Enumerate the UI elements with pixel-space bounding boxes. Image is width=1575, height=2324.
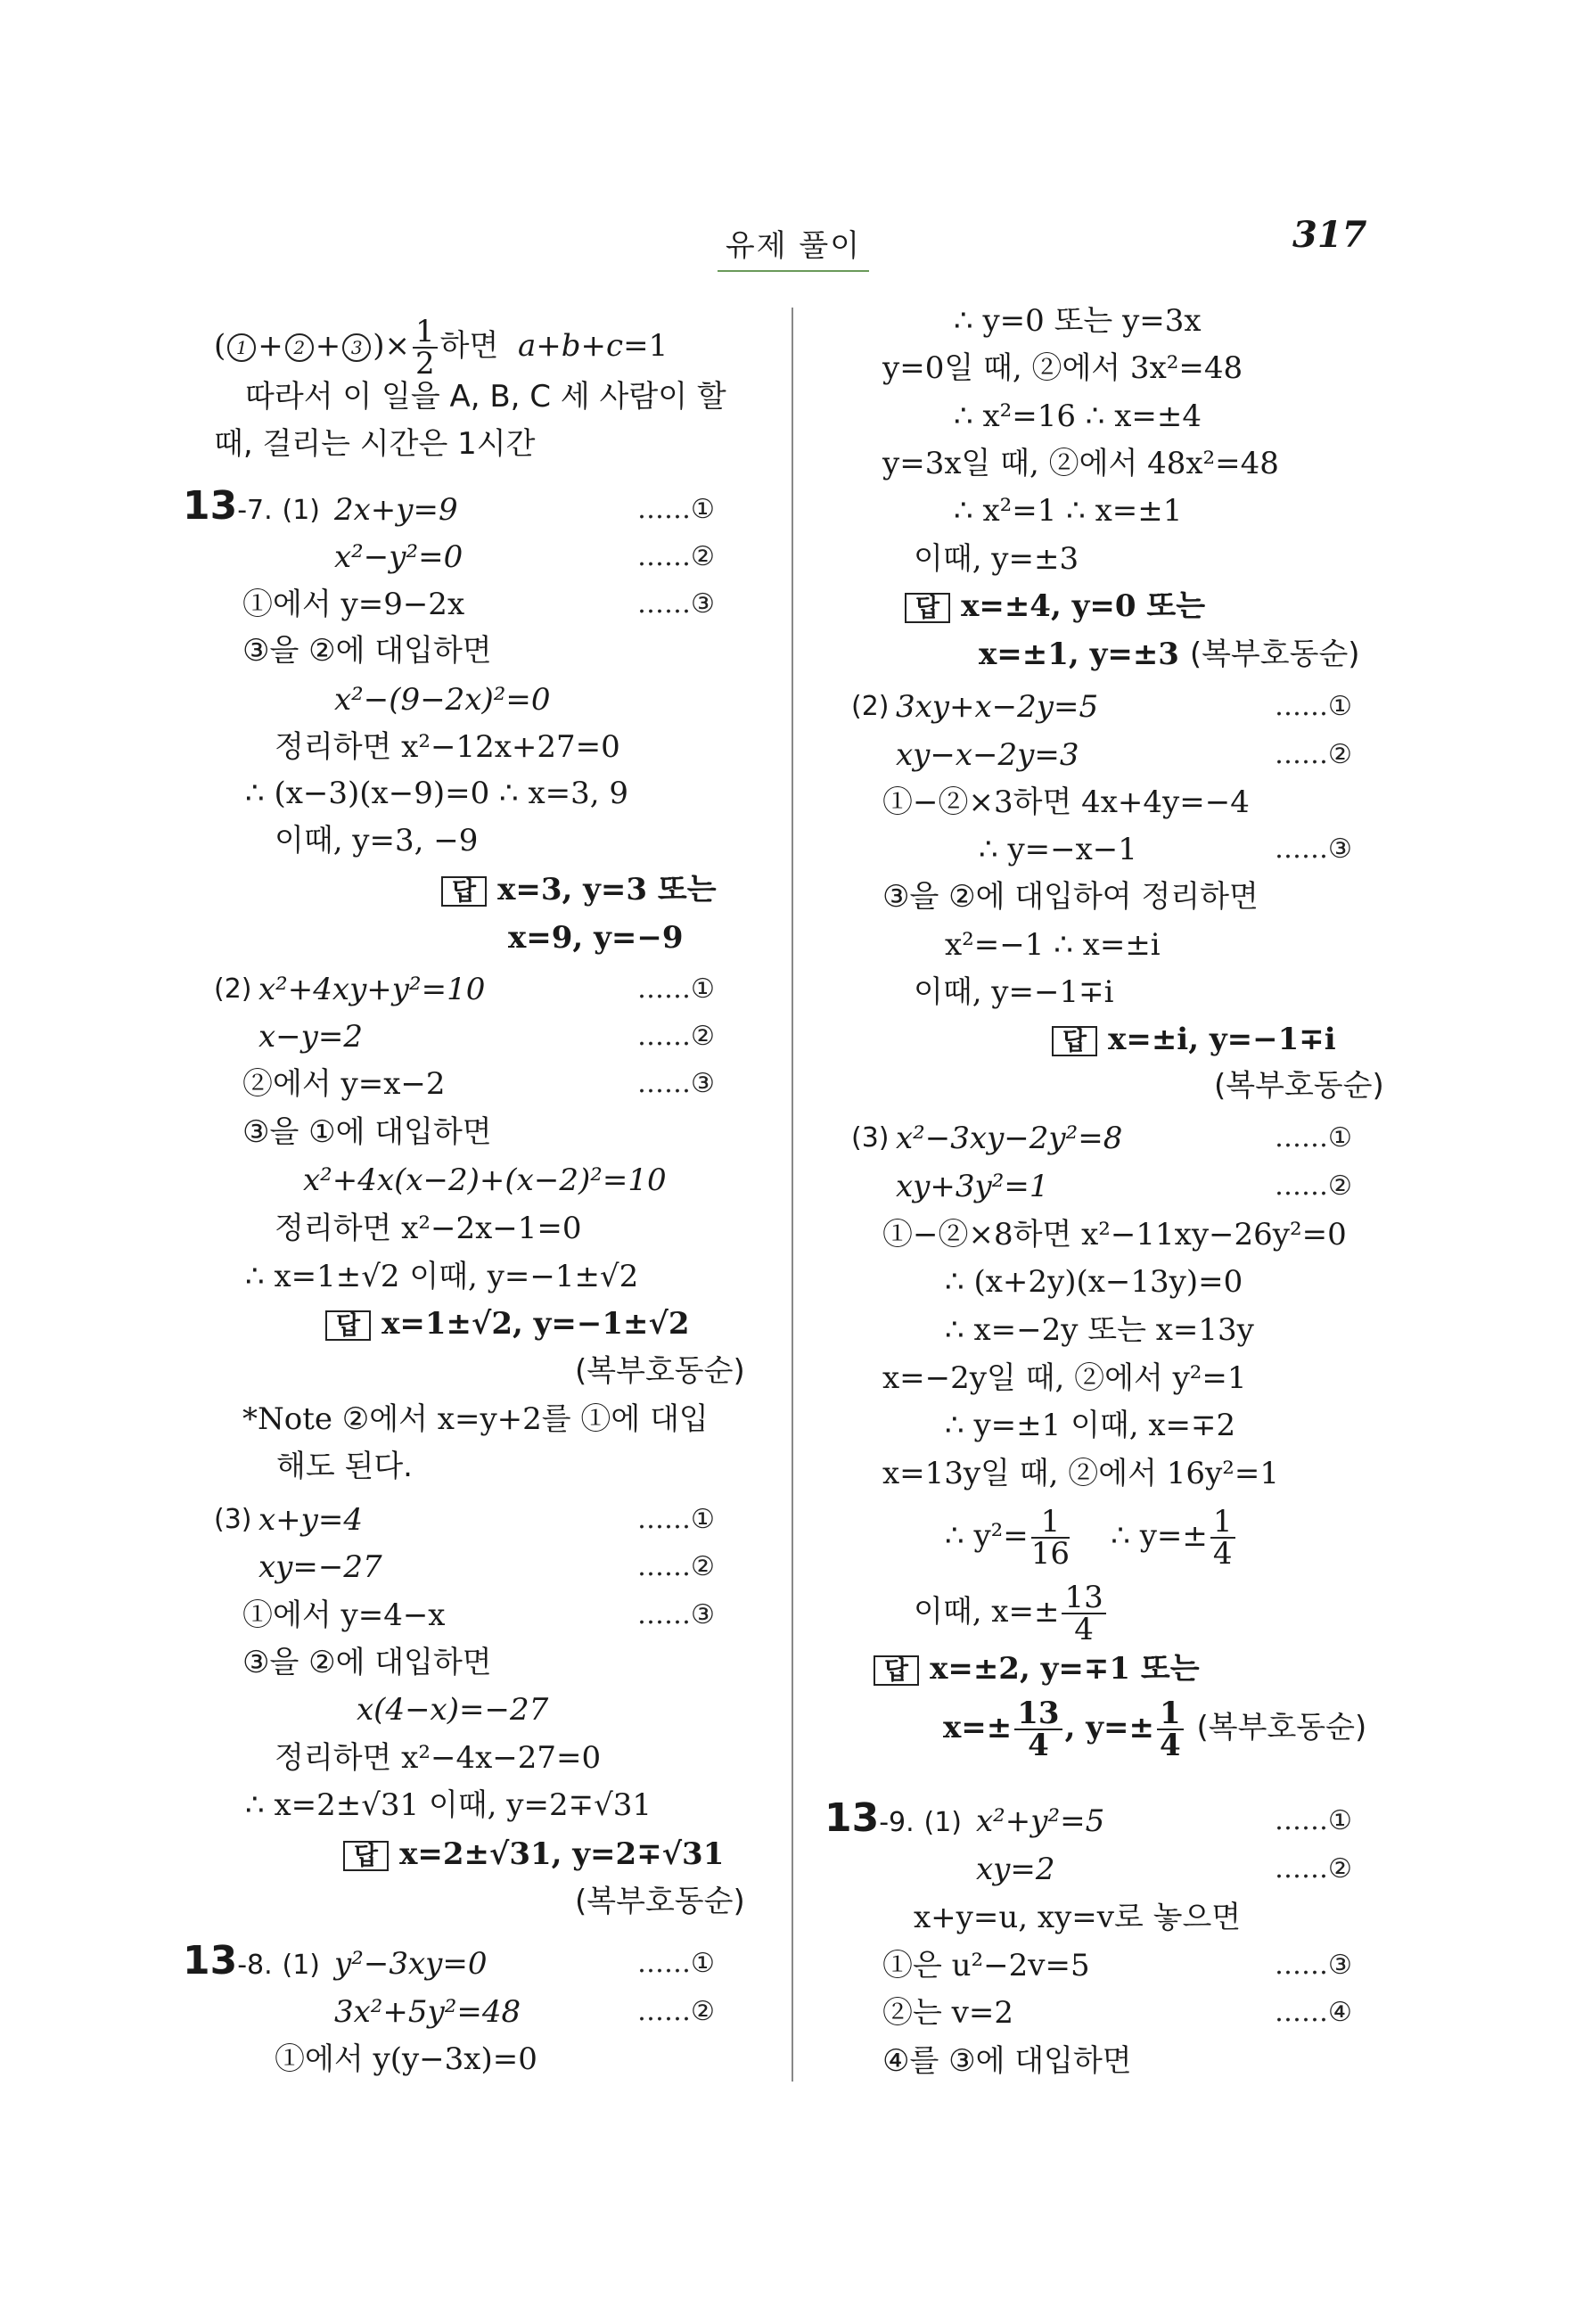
part-3-label: (3): [214, 1504, 252, 1535]
part-2-label: (2): [851, 691, 890, 722]
eq-13-8-3-e: ∴ x=−2y 또는 x=13y: [945, 1312, 1254, 1348]
eq-13-7-3-b: xy=−27: [258, 1549, 382, 1585]
answer-13-7-3: 답 x=2±√31, y=2∓√31: [343, 1836, 724, 1872]
eq-13-8-1-a: y²−3xy=0: [334, 1946, 488, 1982]
tag-1: ……①: [637, 1948, 715, 1979]
tag-3: ……③: [637, 1068, 715, 1099]
eq-r-2: y=0일 때, ②에서 3x²=48: [882, 350, 1243, 386]
eq-13-9-1-e: ②는 v=2: [882, 1995, 1013, 2031]
eq-13-8-2-e: ③을 ②에 대입하여 정리하면: [882, 879, 1259, 915]
eq-13-9-1-c: x+y=u, xy=v로 놓으면: [914, 1900, 1242, 1935]
eq-13-7-1-b: x²−y²=0: [334, 539, 463, 575]
line-left-3: 때, 걸리는 시간은 1시간: [214, 426, 536, 462]
eq-13-8-3-a: x²−3xy−2y²=8: [896, 1121, 1123, 1156]
tag-1: ……①: [637, 494, 715, 525]
eq-13-7-3-f: 정리하면 x²−4x−27=0: [275, 1740, 602, 1776]
tag-2: ……②: [637, 541, 715, 572]
answer-13-7-1-a: 답 x=3, y=3 또는: [441, 872, 717, 907]
tag-1: ……①: [637, 973, 715, 1005]
eq-13-8-3-f: x=−2y일 때, ②에서 y²=1: [882, 1360, 1247, 1396]
eq-13-9-1-a: x²+y²=5: [976, 1803, 1105, 1839]
eq-13-9-1-f: ④를 ③에 대입하면: [882, 2043, 1132, 2079]
eq-13-7-2-a: x²+4xy+y²=10: [258, 972, 486, 1007]
eq-13-8-3-j: 이때, x=± $\frac{13}{4}$: [914, 1582, 1109, 1645]
tag-3: ……③: [1275, 1950, 1352, 1981]
tag-1: ……①: [1275, 1805, 1352, 1836]
eq-r-1: ∴ y=0 또는 y=3x: [954, 303, 1202, 339]
eq-13-8-3-i: ∴ y²= $\frac{1}{16}$ ∴ y=± $\frac{1}{4}$: [945, 1507, 1238, 1569]
section-title: 유제 풀이: [718, 221, 869, 272]
part-3-label: (3): [851, 1122, 890, 1154]
note-line-1: *Note ②에서 x=y+2를 ①에 대입: [242, 1401, 709, 1437]
eq-r-5: ∴ x²=1 ∴ x=±1: [954, 493, 1183, 529]
answer-13-7-2: 답 x=1±√2, y=−1±√2: [325, 1306, 690, 1342]
part-2-label: (2): [214, 973, 252, 1005]
eq-13-8-3-h: x=13y일 때, ②에서 16y²=1: [882, 1456, 1279, 1491]
tag-3: ……③: [1275, 834, 1352, 865]
tag-4: ……④: [1275, 1997, 1352, 2028]
line-left-1: ( 1 + 2 + 3 )× $\frac{1}{2}$ 하면 a+b+c=1: [214, 314, 669, 382]
eq-13-7-1-c: ①에서 y=9−2x: [242, 587, 465, 622]
eq-13-8-2-d: ∴ y=−x−1: [979, 832, 1137, 867]
note-line-2: 해도 된다.: [276, 1449, 413, 1484]
eq-13-8-2-g: 이때, y=−1∓i: [914, 974, 1114, 1010]
eq-13-7-2-e: x²+4x(x−2)+(x−2)²=10: [303, 1162, 667, 1198]
eq-13-7-1-f: 정리하면 x²−12x+27=0: [275, 729, 620, 765]
eq-13-8-2-a: 3xy+x−2y=5: [896, 689, 1099, 725]
problem-13-9-heading: 13-9. (1): [824, 1795, 962, 1841]
tag-2: ……②: [1275, 1170, 1352, 1202]
eq-13-7-2-g: ∴ x=1±√2 이때, y=−1±√2: [245, 1259, 639, 1294]
answer-13-7-1-b: x=9, y=−9: [508, 920, 684, 956]
problem-13-8-heading: 13-8. (1): [183, 1938, 320, 1983]
eq-13-7-3-a: x+y=4: [258, 1502, 363, 1538]
problem-13-7-heading: 13-7. (1): [183, 483, 320, 529]
eq-13-8-3-c: ①−②×8하면 x²−11xy−26y²=0: [882, 1217, 1347, 1252]
eq-r-6: 이때, y=±3: [914, 541, 1079, 577]
sign-note: (복부호동순): [1214, 1068, 1384, 1104]
eq-13-7-2-f: 정리하면 x²−2x−1=0: [275, 1211, 582, 1246]
page-number: 317: [1292, 214, 1367, 256]
tag-2: ……②: [637, 1551, 715, 1582]
eq-13-7-1-g: ∴ (x−3)(x−9)=0 ∴ x=3, 9: [245, 776, 628, 811]
eq-13-8-3-d: ∴ (x+2y)(x−13y)=0: [945, 1264, 1243, 1300]
answer-13-8-3-a: 답 x=±2, y=∓1 또는: [874, 1651, 1200, 1687]
eq-13-7-1-a: 2x+y=9: [334, 492, 458, 528]
tag-3: ……③: [637, 588, 715, 620]
tag-3: ……③: [637, 1599, 715, 1630]
answer-13-8-2: 답 x=±i, y=−1∓i: [1052, 1022, 1336, 1057]
tag-1: ……①: [637, 1504, 715, 1535]
eq-13-8-2-f: x²=−1 ∴ x=±i: [945, 927, 1161, 963]
eq-13-7-1-h: 이때, y=3, −9: [275, 823, 479, 858]
tag-2: ……②: [637, 1021, 715, 1052]
eq-13-9-1-d: ①은 u²−2v=5: [882, 1948, 1090, 1983]
eq-r-3: ∴ x²=16 ∴ x=±4: [954, 398, 1202, 434]
tag-1: ……①: [1275, 691, 1352, 722]
eq-13-7-3-c: ①에서 y=4−x: [242, 1597, 446, 1633]
eq-r-4: y=3x일 때, ②에서 48x²=48: [882, 446, 1279, 481]
eq-13-8-1-b: 3x²+5y²=48: [334, 1994, 521, 2030]
column-divider: [792, 308, 793, 2082]
sign-note: (복부호동순): [575, 1884, 745, 1919]
eq-13-8-1-c: ①에서 y(y−3x)=0: [275, 2041, 537, 2077]
tag-2: ……②: [1275, 739, 1352, 770]
tag-2: ……②: [1275, 1853, 1352, 1885]
answer-13-8-3-b: x=± $\frac{13}{4}$ , y=± $\frac{1}{4}$ (복부호동순): [943, 1696, 1367, 1763]
eq-13-7-3-e: x(4−x)=−27: [357, 1692, 549, 1728]
eq-13-9-1-b: xy=2: [976, 1852, 1055, 1887]
eq-13-7-3-g: ∴ x=2±√31 이때, y=2∓√31: [245, 1787, 652, 1823]
line-left-2: 따라서 이 일을 A, B, C 세 사람이 할: [245, 379, 726, 415]
eq-13-7-1-d: ③을 ②에 대입하면: [242, 633, 492, 669]
eq-13-7-2-d: ③을 ①에 대입하면: [242, 1114, 492, 1150]
answer-13-8-1-b: x=±1, y=±3 (복부호동순): [979, 636, 1360, 672]
eq-13-8-3-g: ∴ y=±1 이때, x=∓2: [945, 1408, 1236, 1443]
eq-13-8-3-b: xy+3y²=1: [896, 1169, 1049, 1204]
eq-13-8-2-b: xy−x−2y=3: [896, 737, 1079, 773]
eq-13-7-1-e: x²−(9−2x)²=0: [334, 682, 551, 718]
eq-13-7-2-b: x−y=2: [258, 1019, 363, 1055]
tag-2: ……②: [637, 1996, 715, 2027]
eq-13-8-2-c: ①−②×3하면 4x+4y=−4: [882, 784, 1250, 820]
eq-13-7-2-c: ②에서 y=x−2: [242, 1066, 446, 1102]
answer-13-8-1-a: 답 x=±4, y=0 또는: [905, 588, 1205, 624]
tag-1: ……①: [1275, 1122, 1352, 1154]
sign-note: (복부호동순): [575, 1353, 745, 1389]
eq-13-7-3-d: ③을 ②에 대입하면: [242, 1645, 492, 1680]
